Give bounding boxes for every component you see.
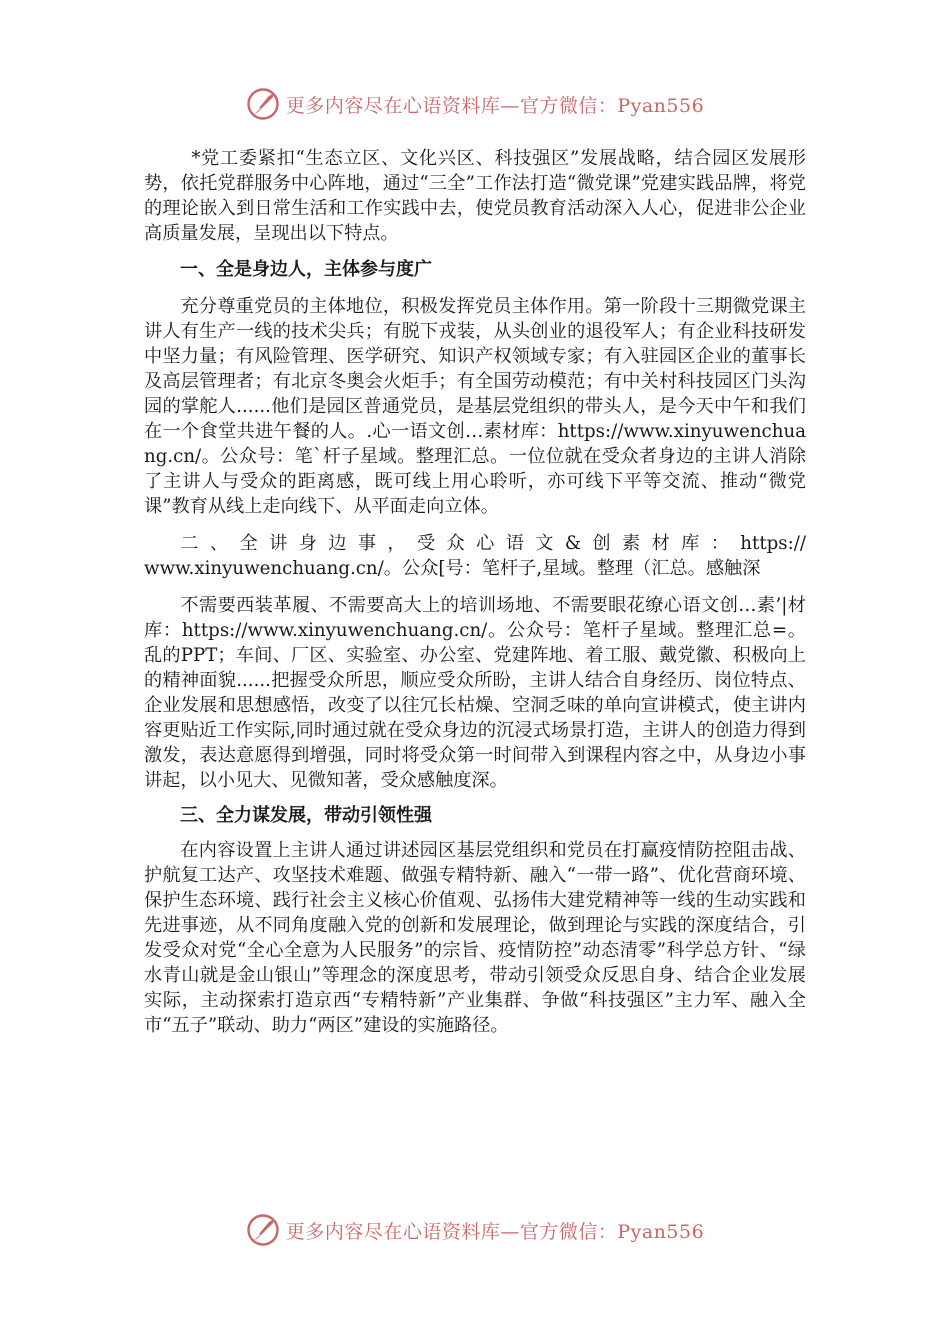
section-3-heading: 三、全力谋发展，带动引领性强: [180, 805, 432, 826]
pen-feather-icon: [246, 1213, 280, 1247]
section-3-paragraph: 在内容设置上主讲人通过讲述园区基层党组织和党员在打赢疫情防控阻击战、护航复工达产、攻坚技术难题、做强专精特新、融入“一带一路”、优化营商环境、保护生态环境、践行社会主义核心价值观、弘扬伟大建党精神等一线的生动实践和先进事迹，从不同角度融入党的创新和发展理论，做到理论与实践的深度结合，引发受众对党“全心全意为人民服务”的宗旨、疫情防控”动态清零”科学总方针、“绿水青山就是金山银山”等理念的深度思考，带动引领受众反思自身、结合企业发展实际，主动探索打造京西“专精特新”产业集群、争做“科技强区”主力军、融入全市“五子”联动、助力“两区”建设的实施路径。: [144, 840, 806, 1036]
section-2-paragraph: 不需要西装革履、不需要高大上的培训场地、不需要眼花缭心语文创…素’|材库：https://www.xinyuwenchuang.cn/。公众号：笔杆子星域。整理汇总=。乱的PPT；车间、厂区、实验室、办公室、党建阵地、着工服、戴党徽、积极向上的精神面貌......把握受众所思，顺应受众所盼，主讲人结合自身经历、岗位特点、企业发展和思想感悟，改变了以往冗长枯燥、空洞乏味的单向宣讲模式，使主讲内容更贴近工作实际,同时通过就在受众身边的沉浸式场景打造，主讲人的创造力得到激发，表达意愿得到增强，同时将受众第一时间带入到课程内容之中，从身边小事讲起，以小见大、见微知著，受众感触度深。: [144, 595, 806, 791]
watermark-text: 更多内容尽在心语资料库—官方微信：Pyan556: [285, 94, 705, 117]
section-1-paragraph: 充分尊重党员的主体地位，积极发挥党员主体作用。第一阶段十三期微党课主讲人有生产一线的技术尖兵；有脱下戎装，从头创业的退役军人；有企业科技研发中坚力量；有风险管理、医学研究、知识产权领域专家；有入驻园区企业的董事长及高层管理者；有北京冬奥会火炬手；有全国劳动模范；有中关村科技园区门头沟园的掌舵人......他们是园区普通党员，是基层党组织的带头人，是今天中午和我们在一个食堂共进午餐的人。.心一语文创…素材库：https://www.xinyuwenchuang.cn/。公众号：笔`杆子星域。整理汇总。一位位就在受众者身边的主讲人消除了主讲人与受众的距离感，既可线上用心聆听，亦可线下平等交流、推动“微党课”教育从线上走向线下、从平面走向立体。: [144, 296, 806, 517]
header-watermark: [0, 86, 950, 122]
footer-watermark: [0, 1212, 950, 1248]
section-2-heading-line2: www.xinyuwenchuang.cn/。公众[号：笔杆子,星域。整理（汇总。感触深: [144, 558, 761, 579]
pen-feather-icon: [246, 87, 280, 121]
intro-paragraph: *党工委紧扣“生态立区、文化兴区、科技强区”发展战略，结合园区发展形势，依托党群服务中心阵地，通过“三全”工作法打造“微党课”党建实践品牌，将党的理论嵌入到日常生活和工作实践中去，使党员教育活动深入人心，促进非公企业高质量发展，呈现出以下特点。: [144, 148, 806, 244]
section-2-heading-line1: 二、全讲身边事，受众心语文&创素材库：https://: [180, 533, 806, 554]
section-1-heading: 一、全是身边人，主体参与度广: [180, 259, 432, 280]
document-body: [144, 146, 806, 1038]
watermark-text: 更多内容尽在心语资料库—官方微信：Pyan556: [285, 1220, 705, 1243]
